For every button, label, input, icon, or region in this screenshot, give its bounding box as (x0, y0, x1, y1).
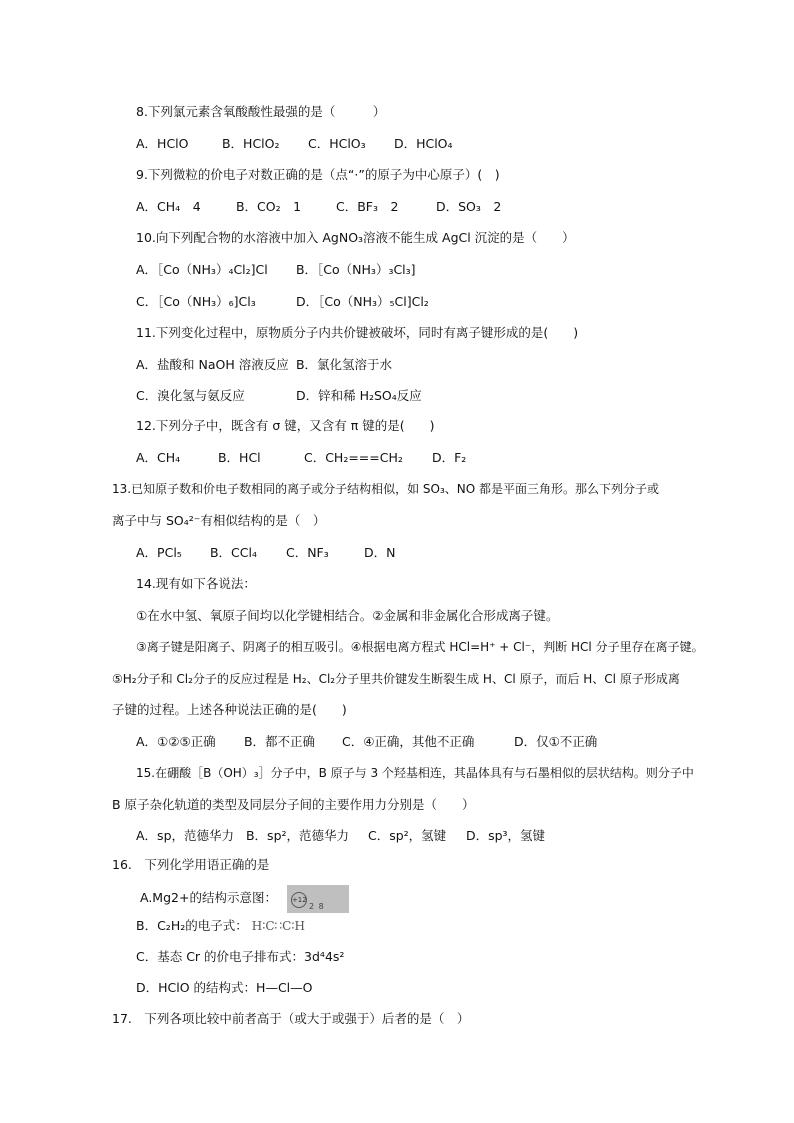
q11-stem: 11.下列变化过程中，原物质分子内共价键被破坏，同时有离子键形成的是( ) (136, 325, 579, 340)
q13-option-c: C．NF₃ (285, 545, 329, 560)
q11-option-d: D．锌和稀 H₂SO₄反应 (295, 388, 422, 403)
q8-option-b: B．HClO₂ (221, 136, 280, 151)
q11-option-a: A．盐酸和 NaOH 溶液反应 (136, 357, 289, 372)
q14-option-d: D．仅①不正确 (513, 734, 598, 749)
q9-stem: 9.下列微粒的价电子对数正确的是（点“·”的原子为中心原子）( ) (136, 167, 500, 182)
q8-options (136, 136, 453, 152)
q13-stem-line1: 13.已知原子数和价电子数相同的离子或分子结构相似，如 SO₃、NO 都是平面三角形。那么下列分子或 (112, 482, 660, 496)
q16-stem: 16. 下列化学用语正确的是 (112, 857, 270, 872)
q9-option-a: A．CH₄ 4 (136, 199, 201, 214)
q15-stem-line1: 15.在硼酸［B（OH）₃］分子中，B 原子与 3 个羟基相连，其晶体具有与石墨相似的层状结构。则分子中 (136, 766, 694, 780)
q9-option-b: B．CO₂ 1 (235, 199, 302, 214)
q11-options-row2 (136, 388, 422, 404)
q16-option-b (136, 918, 305, 934)
q15-option-c: C．sp²，氢键 (367, 828, 447, 843)
q9-option-d: D．SO₃ 2 (435, 199, 502, 214)
q10-stem: 10.向下列配合物的水溶液中加入 AgNO₃溶液不能生成 AgCl 沉淀的是（ ） (136, 230, 575, 245)
q13-option-d: D．N (363, 545, 396, 560)
q16-option-b-label: B．C₂H₂的电子式： (136, 918, 248, 933)
q13-option-b: B．CCl₄ (209, 545, 257, 560)
q16-option-d: D．HClO 的结构式：H—Cl—O (136, 980, 313, 995)
q12-stem: 12.下列分子中，既含有 σ 键，又含有 π 键的是( ) (136, 418, 435, 433)
q10-option-b: B．［Co（NH₃）₃Cl₃] (295, 262, 416, 277)
q8-option-c: C．HClO₃ (307, 136, 366, 151)
q14-option-a: A．①②⑤正确 (136, 734, 216, 749)
q16-option-a (140, 884, 349, 913)
q13-option-a: A．PCl₅ (136, 545, 182, 560)
c2h2-electron-formula: H∶C∷C∶H (251, 919, 305, 933)
q15-options (136, 828, 545, 844)
q10-options-row1 (136, 262, 416, 278)
q10-options-row2 (136, 294, 429, 310)
q12-option-a: A．CH₄ (136, 450, 181, 465)
q11-options-row1 (136, 357, 392, 373)
q13-options (136, 545, 395, 561)
q10-option-d: D．［Co（NH₃）₅Cl]Cl₂ (295, 294, 429, 309)
q14-stem: 14.现有如下各说法： (136, 576, 256, 591)
q9-options (136, 199, 501, 215)
q15-option-a: A．sp，范德华力 (136, 828, 234, 843)
q12-option-c: C．CH₂===CH₂ (303, 450, 403, 465)
q11-option-c: C．溴化氢与氨反应 (136, 388, 245, 403)
q14-options (136, 734, 597, 750)
q8-option-d: D．HClO₄ (393, 136, 453, 151)
q14-option-b: B．都不正确 (243, 734, 316, 749)
q14-line2: ③离子键是阳离子、阴离子的相互吸引。④根据电离方程式 HCl=H⁺ + Cl⁻，判断 HCl 分子里存在离子键。 (136, 640, 704, 654)
q13-stem-line2: 离子中与 SO₄²⁻有相似结构的是（ ） (112, 513, 326, 528)
q8-stem: 8.下列氯元素含氧酸酸性最强的是（ ） (136, 104, 386, 119)
q16-option-a-label: A.Mg2+的结构示意图： (140, 890, 277, 905)
q14-line1: ①在水中氢、氧原子间均以化学键相结合。②金属和非金属化合形成离子键。 (136, 608, 559, 623)
q11-option-b: B．氯化氢溶于水 (295, 357, 393, 372)
q9-option-c: C．BF₃ 2 (335, 199, 399, 214)
q15-option-d: D．sp³，氢键 (465, 828, 546, 843)
mg-ion-structure-diagram (287, 885, 349, 913)
q14-line4: 子键的过程。上述各种说法正确的是( ) (112, 702, 347, 717)
q10-option-c: C．［Co（NH₃）₆]Cl₃ (136, 294, 256, 309)
q12-option-b: B．HCl (217, 450, 261, 465)
q15-stem-line2: B 原子杂化轨道的类型及同层分子间的主要作用力分别是（ ） (112, 797, 475, 812)
q14-option-c: C．④正确，其他不正确 (341, 734, 475, 749)
q8-option-a: A．HClO (136, 136, 189, 151)
q15-option-b: B．sp²，范德华力 (245, 828, 350, 843)
q14-line3: ⑤H₂分子和 Cl₂分子的反应过程是 H₂、Cl₂分子里共价键发生断裂生成 H、Cl 原子，而后 H、Cl 原子形成离 (112, 672, 680, 686)
q17-stem: 17. 下列各项比较中前者高于（或大于或强于）后者的是（ ） (112, 1011, 470, 1026)
q12-option-d: D．F₂ (431, 450, 467, 465)
q10-option-a: A．［Co（NH₃）₄Cl₂]Cl (136, 262, 268, 277)
shell-electrons: 2 8 (308, 901, 325, 911)
q12-options (136, 450, 466, 466)
q16-option-c: C．基态 Cr 的价电子排布式：3d⁴4s² (136, 949, 345, 964)
nucleus-label: +12 (291, 892, 307, 908)
